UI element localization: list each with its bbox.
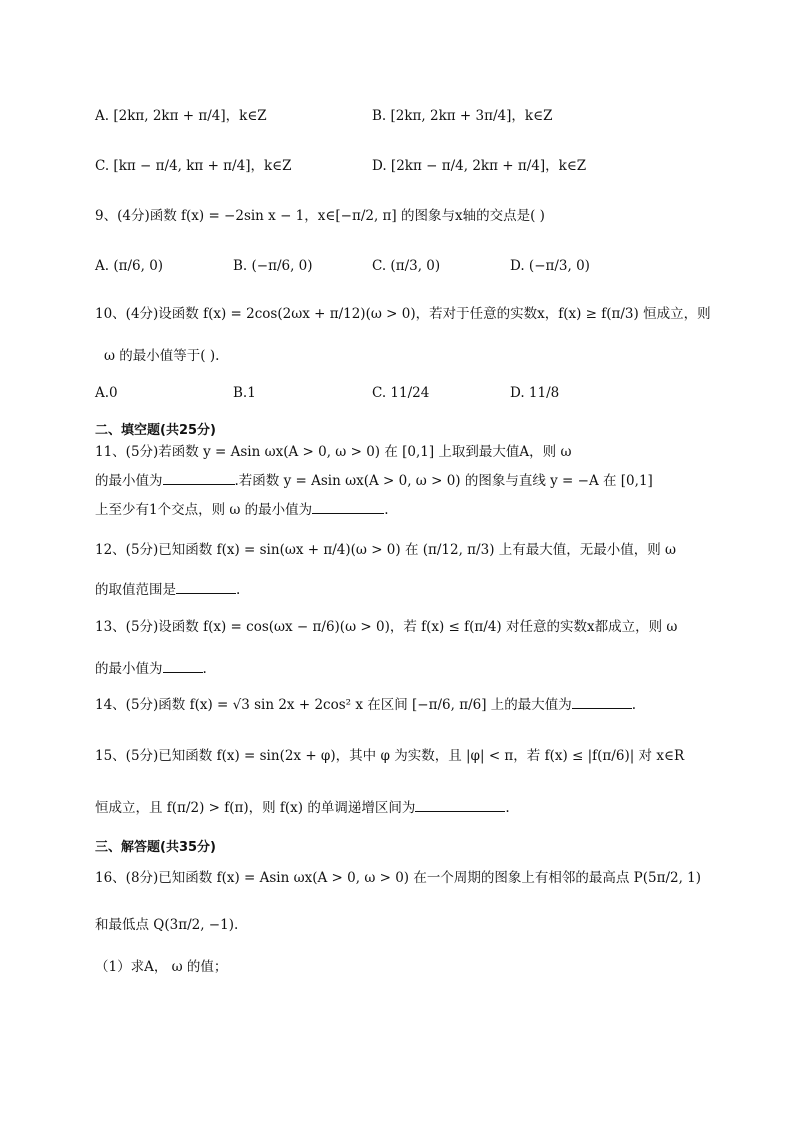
q10-stem-line2: ω 的最小值等于( ). <box>104 348 220 364</box>
q8-option-d: D. [2kπ − π/4, 2kπ + π/4]，k∈Z <box>372 158 587 174</box>
q12-line1: 12、(5分)已知函数 f(x) = sin(ωx + π/4)(ω > 0) 在 (π/12, π/3) 上有最大值，无最小值，则 ω <box>95 542 677 558</box>
q11-answer-blank-1[interactable] <box>163 470 235 485</box>
q8-option-b: B. [2kπ, 2kπ + 3π/4]，k∈Z <box>372 108 553 124</box>
q11-line3-text-b: . <box>384 502 389 518</box>
q8-option-a: A. [2kπ, 2kπ + π/4]，k∈Z <box>95 108 267 124</box>
q10-stem-line1: 10、(4分)设函数 f(x) = 2cos(2ωx + π/12)(ω > 0)，若对于任意的实数x，f(x) ≥ f(π/3) 恒成立，则 <box>95 306 711 322</box>
q14-line1-text-b: . <box>631 697 637 713</box>
q15-line2-text-a: 恒成立，且 f(π/2) > f(π)，则 f(x) 的单调递增区间为 <box>95 800 416 816</box>
q11-line1: 11、(5分)若函数 y = Asin ωx(A > 0, ω > 0) 在 [0,1] 上取到最大值A，则 ω <box>95 444 572 460</box>
q16-line2: 和最低点 Q(3π/2, −1). <box>95 917 239 933</box>
q9-option-a: A. (π/6, 0) <box>95 258 164 274</box>
q10-option-d: D. 11/8 <box>510 385 560 401</box>
q9-option-b: B. (−π/6, 0) <box>233 258 313 274</box>
q16-line1: 16、(8分)已知函数 f(x) = Asin ωx(A > 0, ω > 0) 在一个周期的图象上有相邻的最高点 P(5π/2, 1) <box>95 870 702 886</box>
q12-line2-text-b: . <box>236 582 241 598</box>
q14-answer-blank[interactable] <box>572 694 632 709</box>
q13-line2-text-b: . <box>202 661 207 677</box>
q13-line2-text-a: 的最小值为 <box>95 661 163 677</box>
q15-line2 <box>95 797 510 818</box>
q11-line3-text-a: 上至少有1个交点，则 ω 的最小值为 <box>95 502 313 518</box>
q15-line1: 15、(5分)已知函数 f(x) = sin(2x + φ)，其中 φ 为实数，且 |φ| < π，若 f(x) ≤ |f(π/6)| 对 x∈R <box>95 748 685 764</box>
q12-answer-blank[interactable] <box>176 579 236 594</box>
q9-option-d: D. (−π/3, 0) <box>510 258 590 274</box>
q11-line2-text-b: .若函数 y = Asin ωx(A > 0, ω > 0) 的图象与直线 y = −A 在 [0,1] <box>234 473 653 489</box>
q13-line2 <box>95 658 207 679</box>
q11-line2 <box>95 470 653 491</box>
q14-line1 <box>95 694 636 715</box>
section-solution-title: 三、解答题(共35分) <box>95 840 216 855</box>
q12-line2 <box>95 579 240 600</box>
q12-line2-text-a: 的取值范围是 <box>95 582 176 598</box>
section-fill-in-title: 二、填空题(共25分) <box>95 423 216 438</box>
q10-option-b: B.1 <box>233 385 256 401</box>
q13-answer-blank[interactable] <box>163 658 203 673</box>
q11-line3 <box>95 499 388 520</box>
q10-option-a: A.0 <box>95 385 118 401</box>
q15-answer-blank[interactable] <box>415 797 505 812</box>
q11-line2-text-a: 的最小值为 <box>95 473 163 489</box>
q9-stem: 9、(4分)函数 f(x) = −2sin x − 1，x∈[−π/2, π] 的图象与x轴的交点是( ) <box>95 208 545 224</box>
q8-option-c: C. [kπ − π/4, kπ + π/4]，k∈Z <box>95 158 292 174</box>
q13-line1: 13、(5分)设函数 f(x) = cos(ωx − π/6)(ω > 0)，若 f(x) ≤ f(π/4) 对任意的实数x都成立，则 ω <box>95 619 678 635</box>
q15-line2-text-b: . <box>505 800 510 816</box>
q10-option-c: C. 11/24 <box>372 385 430 401</box>
q14-line1-text-a: 14、(5分)函数 f(x) = √3 sin 2x + 2cos² x 在区间 [−π/6, π/6] 上的最大值为 <box>95 697 572 713</box>
q11-answer-blank-2[interactable] <box>312 499 384 514</box>
q9-option-c: C. (π/3, 0) <box>372 258 441 274</box>
q16-part1: （1）求A， ω 的值； <box>95 959 228 975</box>
